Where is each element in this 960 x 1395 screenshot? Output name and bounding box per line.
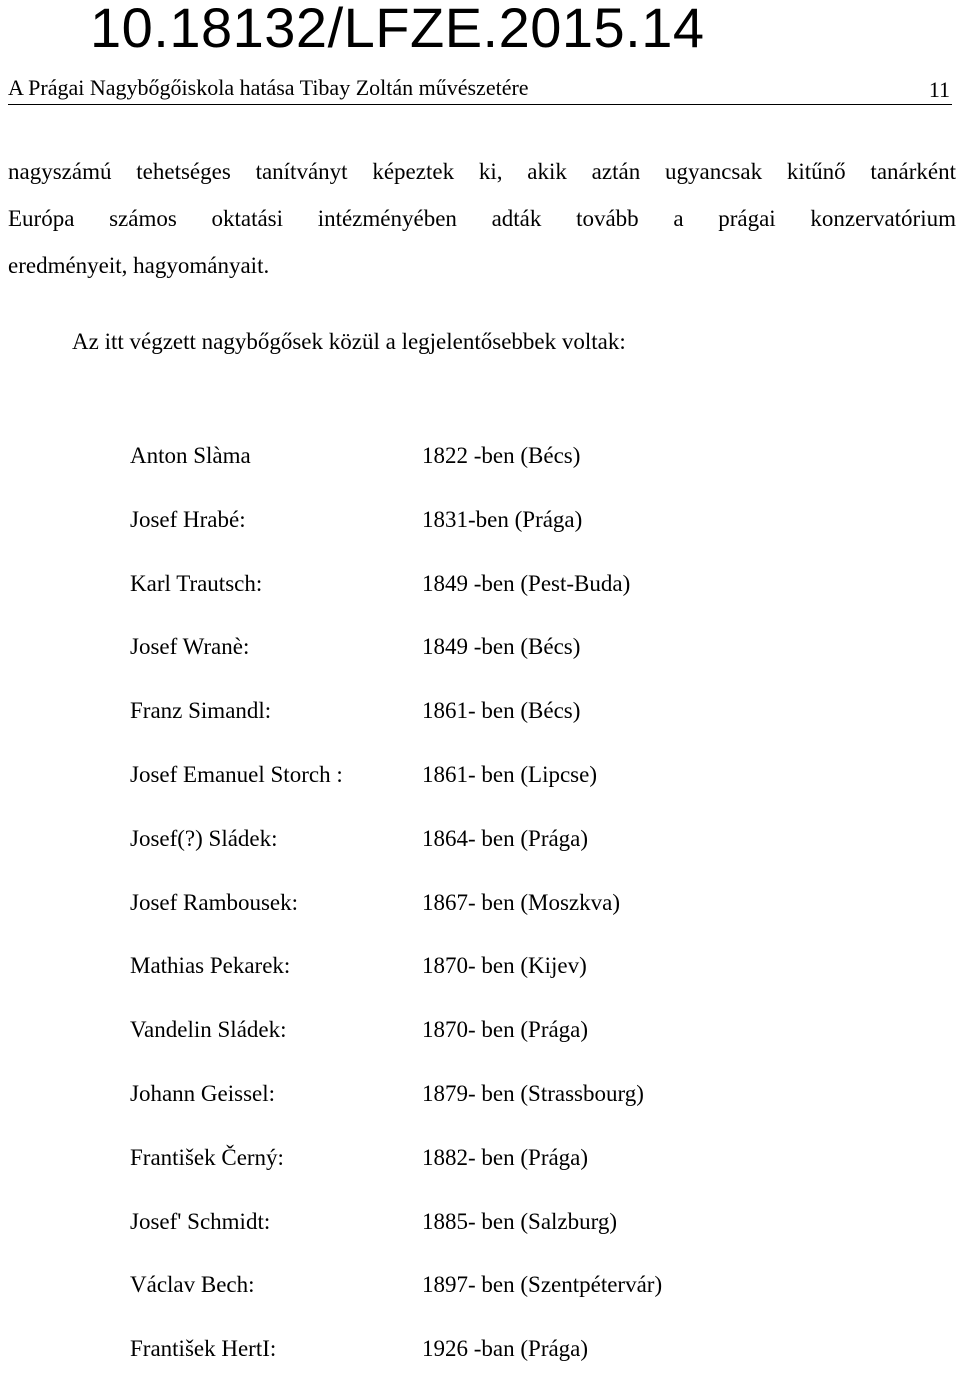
bassist-name: Josef Wranè: — [130, 634, 250, 660]
page-number: 11 — [928, 77, 950, 102]
graduation-info: 1870- ben (Prága) — [422, 1017, 589, 1043]
graduation-info: 1849 -ben (Bécs) — [422, 634, 581, 660]
graduation-info: 1867- ben (Moszkva) — [422, 889, 621, 915]
paragraph-line: eredményeit, hagyományait. — [8, 253, 270, 278]
bassist-name: Josef Emanuel Storch : — [130, 761, 343, 787]
paragraph-line: nagyszámú tehetséges tanítványt képeztek ki, akik aztán ugyancsak kitűnő tanárként — [8, 159, 956, 184]
list-item — [0, 1267, 960, 1331]
bassist-name: František Černý: — [130, 1144, 284, 1170]
bassist-name: Josef' Schmidt: — [130, 1208, 271, 1234]
list-item — [0, 1204, 960, 1268]
list-item — [0, 757, 960, 821]
graduation-info: 1870- ben (Kijev) — [422, 953, 587, 979]
graduation-info: 1897- ben (Szentpétervár) — [422, 1272, 663, 1298]
bassist-name: Karl Trautsch: — [130, 570, 263, 596]
doi-watermark: 10.18132/LFZE.2015.14 — [90, 0, 705, 59]
list-item — [0, 1331, 960, 1395]
list-intro: Az itt végzett nagybőgősek közül a legjelentősebbek voltak: — [72, 329, 626, 354]
bassist-name: Václav Bech: — [130, 1272, 255, 1298]
paragraph-line: Európa számos oktatási intézményében adták tovább a prágai konzervatórium — [8, 206, 956, 231]
bassist-name: Vandelin Sládek: — [130, 1017, 287, 1043]
graduation-info: 1882- ben (Prága) — [422, 1144, 589, 1170]
graduation-info: 1879- ben (Strassbourg) — [422, 1080, 644, 1106]
list-item — [0, 885, 960, 949]
bassist-name: Josef(?) Sládek: — [130, 825, 278, 851]
bassist-name: Mathias Pekarek: — [130, 953, 291, 979]
bassist-name: Josef Hrabé: — [130, 506, 246, 532]
bassist-list — [0, 438, 960, 1395]
bassist-name: Franz Simandl: — [130, 698, 272, 724]
list-item — [0, 566, 960, 630]
bassist-name: Johann Geissel: — [130, 1080, 276, 1106]
graduation-info: 1885- ben (Salzburg) — [422, 1208, 618, 1234]
graduation-info: 1864- ben (Prága) — [422, 825, 589, 851]
bassist-name: František HertI: — [130, 1336, 277, 1362]
list-item — [0, 948, 960, 1012]
graduation-info: 1861- ben (Lipcse) — [422, 761, 597, 787]
list-item — [0, 1140, 960, 1204]
header-title: A Prágai Nagybőgőiskola hatása Tibay Zoltán művészetére — [8, 75, 529, 100]
running-header — [8, 74, 952, 105]
bassist-name: Anton Slàma — [130, 443, 251, 468]
list-item — [0, 438, 960, 502]
graduation-info: 1926 -ban (Prága) — [422, 1336, 589, 1362]
graduation-info: 1822 -ben (Bécs) — [422, 443, 581, 468]
list-item — [0, 693, 960, 757]
graduation-info: 1849 -ben (Pest-Buda) — [422, 570, 631, 596]
list-item — [0, 1076, 960, 1140]
list-item — [0, 821, 960, 885]
list-item — [0, 1012, 960, 1076]
graduation-info: 1831-ben (Prága) — [422, 506, 583, 532]
list-item — [0, 629, 960, 693]
graduation-info: 1861- ben (Bécs) — [422, 698, 581, 724]
bassist-name: Josef Rambousek: — [130, 889, 299, 915]
list-item — [0, 502, 960, 566]
body-paragraph — [8, 148, 956, 289]
